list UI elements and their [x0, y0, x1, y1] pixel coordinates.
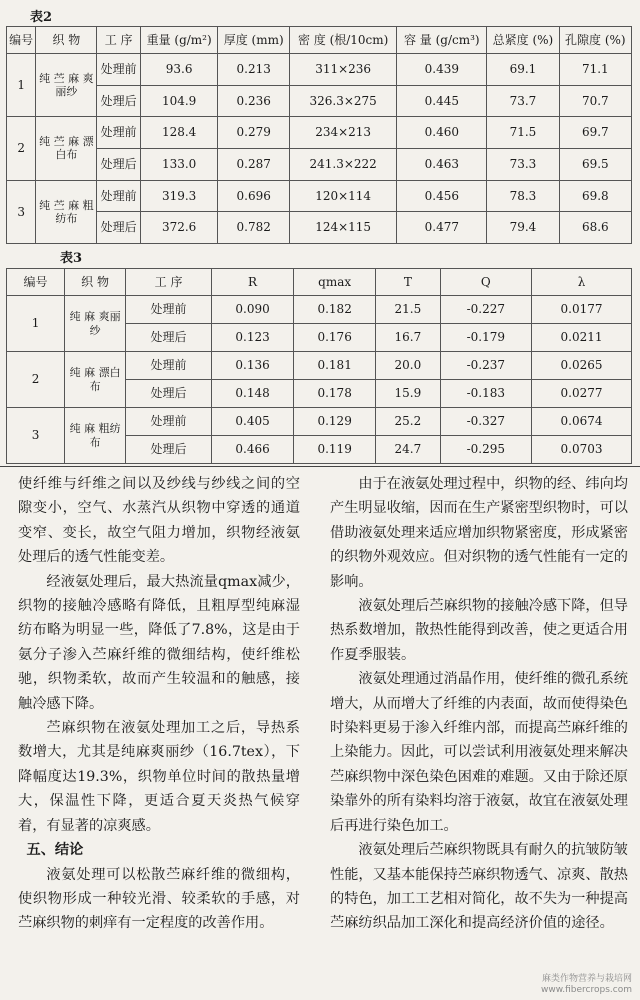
paragraph: 苎麻织物在液氨处理加工之后，导热系数增大，尤其是纯麻爽丽纱（16.7tex），下降幅度达19.3%，织物单位时间的散热量增大，保温性下降，更适合夏天炎热气候穿着，有显著的凉爽感。	[18, 720, 300, 834]
t-cell: 15.9	[376, 380, 440, 408]
tightness-cell: 78.3	[487, 180, 559, 212]
process-cell: 处理前	[126, 408, 212, 436]
porosity-cell: 69.8	[559, 180, 631, 212]
process-cell: 处理后	[97, 212, 140, 244]
r-cell: 0.090	[212, 296, 294, 324]
qmax-cell: 0.176	[294, 324, 376, 352]
table-row	[7, 54, 632, 86]
lambda-cell: 0.0277	[532, 380, 632, 408]
qmax-cell: 0.119	[294, 436, 376, 464]
weight-cell: 372.6	[140, 212, 218, 244]
section-heading: 五、结论	[26, 842, 84, 859]
table3-caption: 表3	[60, 251, 83, 266]
paragraph: 使纤维与纤维之间以及纱线与纱线之间的空隙变小，空气、水蒸汽从织物中穿透的通道变窄、变长，故空气阻力增加，织物经液氨处理后的透气性能变差。	[18, 476, 300, 566]
process-cell: 处理前	[97, 54, 140, 86]
process-cell: 处理前	[126, 296, 212, 324]
row-number: 1	[7, 296, 65, 352]
thickness-cell: 0.236	[218, 85, 290, 117]
column-header: 工 序	[126, 269, 212, 296]
volume-cell: 0.445	[397, 85, 487, 117]
table-row	[7, 148, 632, 180]
qmax-cell: 0.178	[294, 380, 376, 408]
density-cell: 234×213	[289, 117, 396, 149]
watermark-url: www.fibercrops.com	[541, 985, 632, 995]
q-cell: -0.179	[440, 324, 532, 352]
paragraph: 由于在液氨处理过程中，织物的经、纬向均产生明显收缩，因而在生产紧密型织物时，可以借助液氨处理来适应增加织物紧密度，形成紧密的织物外观效应。但对织物的透气性能有一定的影响。	[330, 476, 628, 590]
volume-cell: 0.439	[397, 54, 487, 86]
column-header: 编号	[7, 269, 65, 296]
row-number: 2	[7, 352, 65, 408]
thickness-cell: 0.696	[218, 180, 290, 212]
process-cell: 处理前	[97, 117, 140, 149]
t-cell: 16.7	[376, 324, 440, 352]
porosity-cell: 70.7	[559, 85, 631, 117]
r-cell: 0.148	[212, 380, 294, 408]
tightness-cell: 73.3	[487, 148, 559, 180]
table-row	[7, 408, 632, 436]
density-cell: 311×236	[289, 54, 396, 86]
porosity-cell: 69.5	[559, 148, 631, 180]
weight-cell: 104.9	[140, 85, 218, 117]
volume-cell: 0.456	[397, 180, 487, 212]
thickness-cell: 0.279	[218, 117, 290, 149]
column-header: Q	[440, 269, 532, 296]
column-header: λ	[532, 269, 632, 296]
fabric-name: 纯 麻 粗纺布	[65, 408, 126, 464]
porosity-cell: 69.7	[559, 117, 631, 149]
column-header: 孔隙度 (%)	[559, 27, 631, 54]
column-header: 厚度 (mm)	[218, 27, 290, 54]
density-cell: 124×115	[289, 212, 396, 244]
column-header: 容 量 (g/cm³)	[397, 27, 487, 54]
process-cell: 处理前	[126, 352, 212, 380]
column-header: 织 物	[36, 27, 97, 54]
process-cell: 处理后	[126, 324, 212, 352]
q-cell: -0.295	[440, 436, 532, 464]
qmax-cell: 0.182	[294, 296, 376, 324]
lambda-cell: 0.0703	[532, 436, 632, 464]
row-number: 3	[7, 408, 65, 464]
process-cell: 处理后	[97, 148, 140, 180]
tightness-cell: 69.1	[487, 54, 559, 86]
thickness-cell: 0.287	[218, 148, 290, 180]
column-header: 工 序	[97, 27, 140, 54]
t-cell: 20.0	[376, 352, 440, 380]
t-cell: 21.5	[376, 296, 440, 324]
column-header: 总紧度 (%)	[487, 27, 559, 54]
table2	[6, 26, 632, 244]
fabric-name: 纯 麻 漂白布	[65, 352, 126, 408]
watermark-name: 麻类作物营养与栽培网	[541, 974, 632, 984]
fabric-name: 纯 苎 麻 粗纺布	[36, 180, 97, 243]
paragraph: 液氨处理后苎麻织物的接触冷感下降，但导热系数增加，散热性能得到改善，使之更适合用作夏季服装。	[330, 598, 628, 663]
column-header: R	[212, 269, 294, 296]
paragraph: 液氨处理可以松散苎麻纤维的微细构，使织物形成一种较光滑、较柔软的手感，对苎麻织物的刺痒有一定程度的改善作用。	[18, 866, 300, 932]
q-cell: -0.237	[440, 352, 532, 380]
q-cell: -0.183	[440, 380, 532, 408]
density-cell: 120×114	[289, 180, 396, 212]
table-row	[7, 85, 632, 117]
r-cell: 0.123	[212, 324, 294, 352]
lambda-cell: 0.0211	[532, 324, 632, 352]
thickness-cell: 0.213	[218, 54, 290, 86]
t-cell: 24.7	[376, 436, 440, 464]
weight-cell: 128.4	[140, 117, 218, 149]
row-number: 3	[7, 180, 36, 243]
r-cell: 0.466	[212, 436, 294, 464]
density-cell: 326.3×275	[289, 85, 396, 117]
left-column	[18, 472, 300, 936]
table-row	[7, 296, 632, 324]
column-header: 织 物	[65, 269, 126, 296]
column-header: T	[376, 269, 440, 296]
row-number: 2	[7, 117, 36, 180]
table-row	[7, 117, 632, 149]
volume-cell: 0.477	[397, 212, 487, 244]
table-row	[7, 180, 632, 212]
porosity-cell: 71.1	[559, 54, 631, 86]
table2-caption: 表2	[30, 10, 53, 25]
fabric-name: 纯 苎 麻 漂白布	[36, 117, 97, 180]
tightness-cell: 73.7	[487, 85, 559, 117]
lambda-cell: 0.0674	[532, 408, 632, 436]
weight-cell: 319.3	[140, 180, 218, 212]
process-cell: 处理后	[126, 436, 212, 464]
density-cell: 241.3×222	[289, 148, 396, 180]
lambda-cell: 0.0177	[532, 296, 632, 324]
r-cell: 0.405	[212, 408, 294, 436]
table-row	[7, 352, 632, 380]
fabric-name: 纯 苎 麻 爽丽纱	[36, 54, 97, 117]
q-cell: -0.327	[440, 408, 532, 436]
weight-cell: 93.6	[140, 54, 218, 86]
tightness-cell: 71.5	[487, 117, 559, 149]
t-cell: 25.2	[376, 408, 440, 436]
qmax-cell: 0.129	[294, 408, 376, 436]
paragraph: 液氨处理通过消晶作用，使纤维的微孔系统增大，从而增大了纤维的内表面，故而使得染色时染料更易于渗入纤维内部，而提高苎麻纤维的上染能力。因此，可以尝试利用液氨处理来解决苎麻织物中深色染色困难的难题。又由于除还原染靠外的所有染料均溶于液氨，故宜在液氨处理后再进行染色加工。	[330, 671, 628, 834]
volume-cell: 0.460	[397, 117, 487, 149]
column-header: qmax	[294, 269, 376, 296]
column-header: 重量 (g/m²)	[140, 27, 218, 54]
lambda-cell: 0.0265	[532, 352, 632, 380]
column-header: 编号	[7, 27, 36, 54]
divider	[0, 466, 640, 467]
tightness-cell: 79.4	[487, 212, 559, 244]
fabric-name: 纯 麻 爽丽纱	[65, 296, 126, 352]
table3	[6, 268, 632, 464]
watermark	[541, 974, 632, 996]
q-cell: -0.227	[440, 296, 532, 324]
porosity-cell: 68.6	[559, 212, 631, 244]
column-header: 密 度 (根/10cm)	[289, 27, 396, 54]
thickness-cell: 0.782	[218, 212, 290, 244]
process-cell: 处理后	[97, 85, 140, 117]
process-cell: 处理前	[97, 180, 140, 212]
right-column	[330, 472, 628, 936]
weight-cell: 133.0	[140, 148, 218, 180]
process-cell: 处理后	[126, 380, 212, 408]
paragraph: 经液氨处理后，最大热流量qmax减少，织物的接触冷感略有降低，且粗厚型纯麻湿纺布略为明显一些，降低了7.8%，这是由于氨分子渗入苎麻纤维的微细结构，使纤维松驰，织物柔软，故而产生较温和的触感，接触冷感下降。	[18, 573, 300, 712]
volume-cell: 0.463	[397, 148, 487, 180]
r-cell: 0.136	[212, 352, 294, 380]
qmax-cell: 0.181	[294, 352, 376, 380]
paragraph: 液氨处理后苎麻织物既具有耐久的抗皱防皱性能，又基本能保持苎麻织物透气、凉爽、散热的特色，加工工艺相对简化，故不失为一种提高苎麻纺织品加工深化和提高经济价值的途径。	[330, 842, 628, 932]
row-number: 1	[7, 54, 36, 117]
table-row	[7, 212, 632, 244]
